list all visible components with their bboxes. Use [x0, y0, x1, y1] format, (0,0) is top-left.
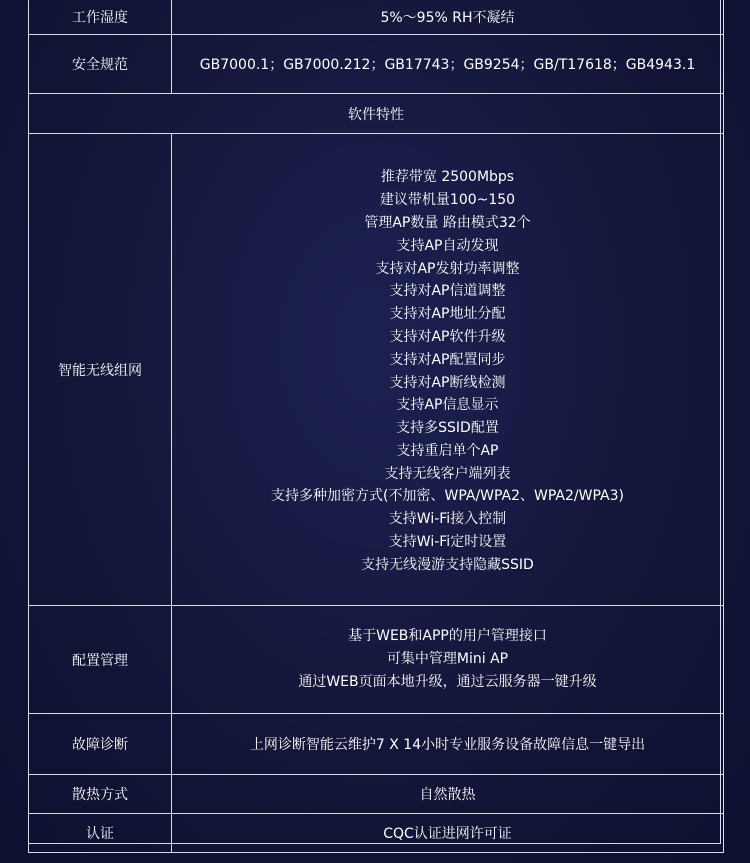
wireless-feature-list [172, 162, 723, 576]
safety-label: 安全规范 [29, 35, 172, 94]
table-row-cooling [29, 775, 724, 814]
wireless-feature-item: 支持AP自动发现 [396, 237, 499, 254]
config-feature-item: 可集中管理Mini AP [386, 651, 509, 668]
wireless-value [172, 134, 724, 606]
table-row-config [29, 606, 724, 714]
wireless-feature-item: 支持对AP配置同步 [389, 351, 506, 368]
safety-value: GB7000.1；GB7000.212；GB17743；GB9254；GB/T17618；GB4943.1 [172, 35, 724, 94]
fault-value: 上网诊断智能云维护7 X 14小时专业服务设备故障信息一键导出 [172, 714, 724, 775]
cert-label: 认证 [29, 814, 172, 853]
wireless-feature-item: 支持对AP地址分配 [389, 306, 506, 323]
humidity-label: 工作湿度 [29, 0, 172, 35]
wireless-feature-item: 支持对AP发射功率调整 [375, 260, 520, 277]
cooling-value: 自然散热 [172, 775, 724, 814]
cert-value: CQC认证进网许可证 [172, 814, 724, 853]
wireless-feature-item: 管理AP数量 路由模式32个 [364, 214, 531, 231]
config-value [172, 606, 724, 714]
wireless-feature-item: 建议带机量100~150 [379, 192, 516, 209]
wireless-feature-item: 支持对AP软件升级 [389, 328, 506, 345]
table-row-humidity [29, 0, 724, 35]
wireless-feature-item: 支持对AP信道调整 [389, 283, 506, 300]
wireless-label: 智能无线组网 [29, 134, 172, 606]
table-row-wireless [29, 134, 724, 606]
wireless-feature-item: 支持无线客户端列表 [384, 465, 511, 482]
spec-table [28, 0, 724, 853]
table-row-cert [29, 814, 724, 853]
wireless-feature-item: 推荐带宽 2500Mbps [380, 169, 515, 186]
humidity-value: 5%～95% RH不凝结 [172, 0, 724, 35]
config-label: 配置管理 [29, 606, 172, 714]
cooling-label: 散热方式 [29, 775, 172, 814]
wireless-feature-item: 支持对AP断线检测 [389, 374, 506, 391]
software-section-header: 软件特性 [29, 94, 724, 134]
table-row-section-header [29, 94, 724, 134]
wireless-feature-item: 支持无线漫游支持隐藏SSID [361, 556, 534, 573]
wireless-feature-item: 支持AP信息显示 [396, 397, 499, 414]
wireless-feature-item: 支持多SSID配置 [396, 420, 499, 437]
table-row-fault [29, 714, 724, 775]
config-feature-item: 基于WEB和APP的用户管理接口 [348, 628, 547, 645]
wireless-feature-item: 支持Wi-Fi接入控制 [388, 511, 507, 528]
config-feature-item: 通过WEB页面本地升级，通过云服务器一键升级 [298, 673, 597, 690]
fault-label: 故障诊断 [29, 714, 172, 775]
wireless-feature-item: 支持Wi-Fi定时设置 [388, 534, 507, 551]
table-row-safety [29, 35, 724, 94]
config-feature-list [172, 625, 723, 693]
wireless-feature-item: 支持多种加密方式(不加密、WPA/WPA2、WPA2/WPA3) [271, 488, 624, 505]
wireless-feature-item: 支持重启单个AP [396, 442, 499, 459]
